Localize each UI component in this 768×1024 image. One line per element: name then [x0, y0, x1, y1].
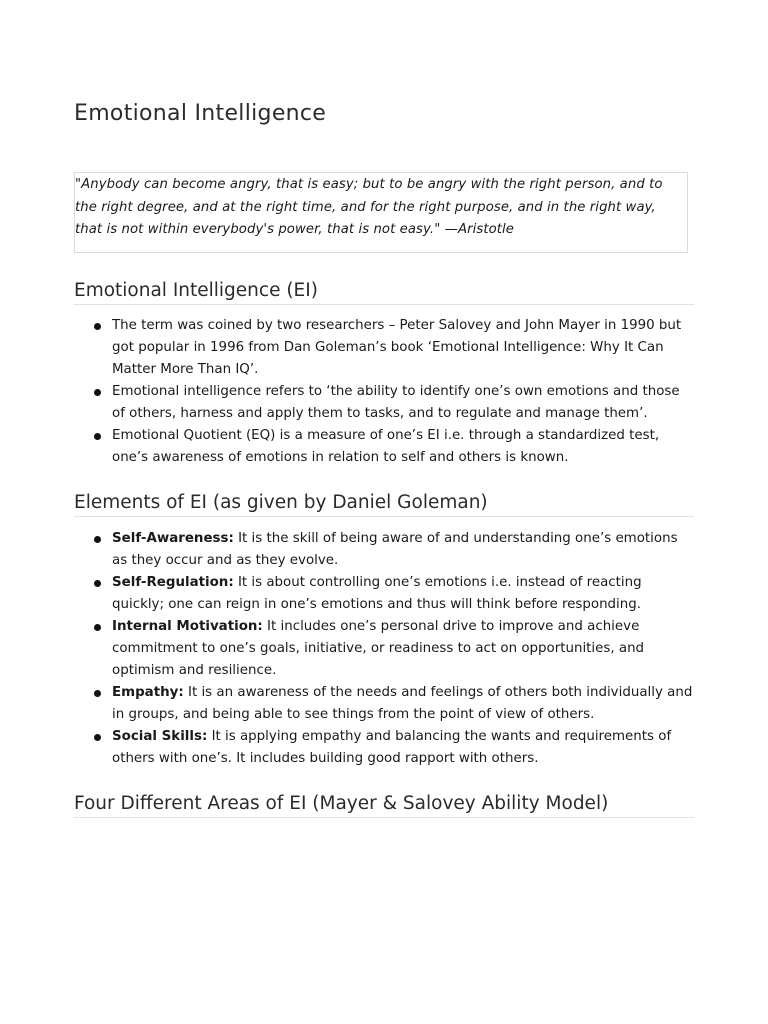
list-item	[74, 682, 694, 726]
list-item	[74, 572, 694, 616]
item-text: Emotional Quotient (EQ) is a measure of one’s EI i.e. through a standardized test, one’s awareness of emotions in relation to self and others is known.	[112, 428, 660, 465]
document-title: Emotional Intelligence	[74, 101, 327, 126]
bullet-icon	[94, 389, 101, 396]
bullet-icon	[94, 323, 101, 330]
list-item	[74, 726, 694, 770]
item-text: It includes one’s personal drive to improve and achieve commitment to one’s goals, initiative, or readiness to act on opportunities, and optimism and resilience.	[112, 619, 645, 678]
item-lead: Internal Motivation:	[112, 619, 263, 634]
aristotle-quote: "Anybody can become angry, that is easy; but to be angry with the right person, and to the right degree, and at the right time, and for the right purpose, and in the right way, that is not within everybody's power, that is not easy." —Aristotle	[75, 177, 663, 237]
item-text: It is the skill of being aware of and understanding one’s emotions as they occur and as they evolve.	[112, 531, 678, 568]
list-item	[74, 616, 694, 682]
list-item	[74, 425, 694, 469]
item-text: It is applying empathy and balancing the wants and requirements of others with one’s. It includes building good rapport with others.	[112, 729, 672, 766]
ei-definition-list	[74, 315, 694, 469]
item-lead: Empathy:	[112, 685, 184, 700]
item-text: It is an awareness of the needs and feelings of others both individually and in groups, and being able to see things from the point of view of others.	[112, 685, 693, 722]
item-text: It is about controlling one’s emotions i.e. instead of reacting quickly; one can reign in one’s emotions and thus will think before responding.	[112, 575, 642, 612]
item-lead: Social Skills:	[112, 729, 208, 744]
section-heading-ei: Emotional Intelligence (EI)	[74, 279, 694, 305]
quote-box	[74, 172, 688, 253]
bullet-icon	[94, 536, 101, 543]
item-text: Emotional intelligence refers to ‘the ability to identify one’s own emotions and those of others, harness and apply them to tasks, and to regulate and manage them’.	[112, 384, 680, 421]
bullet-icon	[94, 433, 101, 440]
bullet-icon	[94, 624, 101, 631]
bullet-icon	[94, 580, 101, 587]
item-text: The term was coined by two researchers – Peter Salovey and John Mayer in 1990 but got popular in 1996 from Dan Goleman’s book ‘Emotional Intelligence: Why It Can Matter More Than IQ’.	[112, 318, 682, 377]
list-item	[74, 381, 694, 425]
item-lead: Self-Regulation:	[112, 575, 234, 590]
section-heading-four-areas: Four Different Areas of EI (Mayer & Salovey Ability Model)	[74, 792, 694, 818]
item-lead: Self-Awareness:	[112, 531, 234, 546]
section-heading-elements: Elements of EI (as given by Daniel Goleman)	[74, 491, 694, 517]
bullet-icon	[94, 734, 101, 741]
ei-elements-list	[74, 528, 694, 770]
list-item	[74, 315, 694, 381]
list-item	[74, 528, 694, 572]
bullet-icon	[94, 690, 101, 697]
